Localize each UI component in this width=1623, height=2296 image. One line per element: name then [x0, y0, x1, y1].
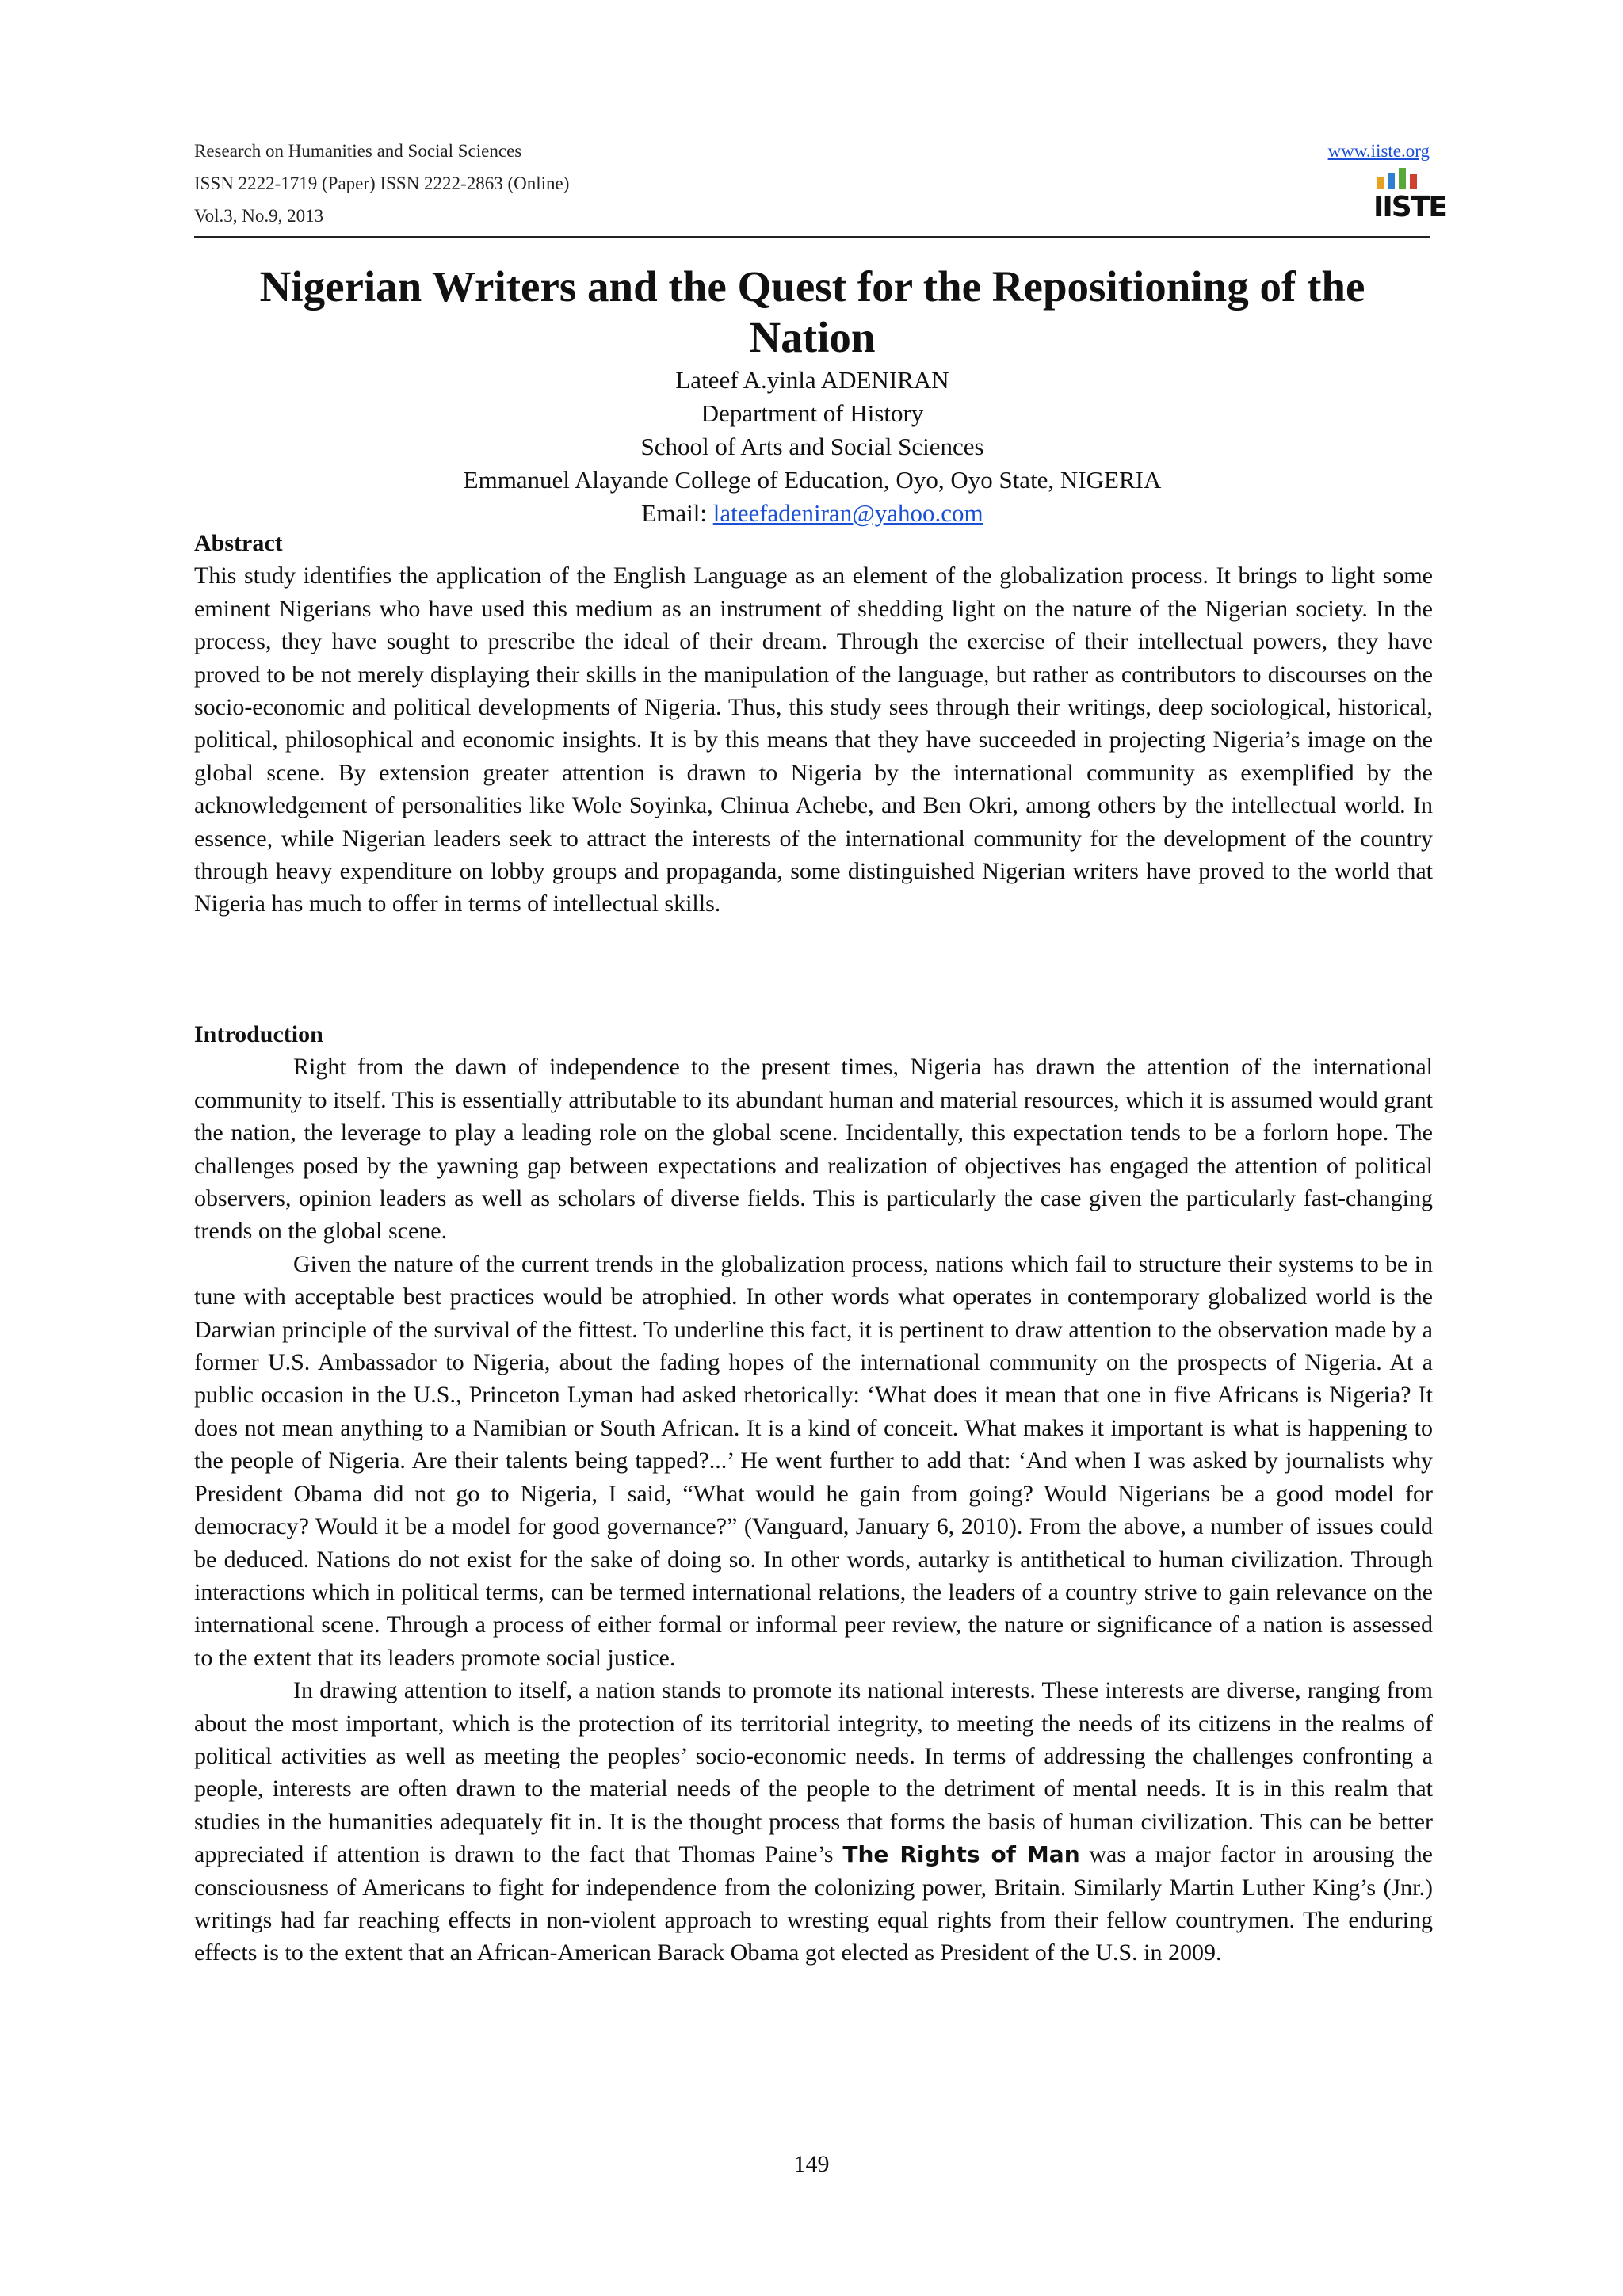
- author-institution: Emmanuel Alayande College of Education, Oyo, Oyo State, NIGERIA: [463, 466, 1162, 494]
- author-block: [194, 364, 1430, 530]
- logo-bar: [1377, 177, 1384, 189]
- abstract-heading: Abstract: [194, 530, 283, 556]
- paper-title: Nigerian Writers and the Quest for the Repositioning of the Nation: [259, 262, 1365, 361]
- introduction-heading: Introduction: [194, 1021, 323, 1047]
- logo-bars: [1377, 168, 1426, 189]
- intro-paragraph-3: [194, 1674, 1433, 1970]
- page-number: 149: [793, 2151, 830, 2177]
- author-school: School of Arts and Social Sciences: [640, 433, 984, 460]
- author-department: Department of History: [701, 399, 924, 427]
- journal-name: Research on Humanities and Social Sciences: [194, 141, 522, 161]
- intro-paragraph-1: Right from the dawn of independence to the present times, Nigeria has drawn the attention of the international community to itself. This is essentially attributable to its abundant human and material resources, which it is assumed would grant the nation, the leverage to play a leading role on the global scene. Incidentally, this expectation tends to be a forlorn hope. The challenges posed by the yawning gap between expectations and realization of objectives has engaged the attention of political observers, opinion leaders as well as scholars of diverse fields. This is particularly the case given the particularly fast-changing trends on the global scene.: [194, 1054, 1433, 1245]
- introduction-section: [194, 1018, 1433, 1970]
- header-divider: [194, 236, 1430, 238]
- logo-bar: [1410, 174, 1417, 189]
- email-link[interactable]: lateefadeniran@yahoo.com: [712, 499, 983, 527]
- logo-bar: [1399, 168, 1406, 189]
- author-name: Lateef A.yinla ADENIRAN: [675, 366, 949, 394]
- iiste-logo: [1373, 168, 1446, 225]
- abstract-section: [194, 527, 1433, 921]
- author-email-line: [194, 497, 1430, 530]
- journal-website-link[interactable]: www.iiste.org: [1327, 141, 1430, 161]
- abstract-text: This study identifies the application of the English Language as an element of the globalization process. It brings to light some eminent Nigerians who have used this medium as an instrument of shedding light on the nature of the Nigerian society. In the process, they have sought to prescribe the ideal of their dream. Through the exercise of their intellectual powers, they have proved to be not merely displaying their skills in the manipulation of the language, but rather as contributors to discourses on the socio-economic and political developments of Nigeria. Thus, this study sees through their writings, deep sociological, historical, political, philosophical and economic insights. It is by this means that they have succeeded in projecting Nigeria’s image on the global scene. By extension greater attention is drawn to Nigeria by the international community as exemplified by the acknowledgement of personalities like Wole Soyinka, Chinua Achebe, and Ben Okri, among others by the intellectual world. In essence, while Nigerian leaders seek to attract the interests of the international community for the development of the country through heavy expenditure on lobby groups and propaganda, some distinguished Nigerian writers have proved to the world that Nigeria has much to offer in terms of intellectual skills.: [194, 563, 1433, 917]
- email-label: Email:: [641, 499, 713, 527]
- intro-paragraph-3-start: In drawing attention to itself, a nation stands to promote its national interests. These interests are diverse, ranging from about the most important, which is the protection of its territorial integrity, to meeting the needs of its citizens in the realms of political activities as well as meeting the peoples’ socio-economic needs. In terms of addressing the challenges confronting a people, interests are often drawn to the material needs of the people to the detriment of mental needs. It is in this realm that studies in the humanities adequately fit in. It is the thought process that forms the basis of human civilization. This can be better appreciated if attention is drawn to the fact that Thomas Paine’s: [194, 1677, 1433, 1868]
- intro-paragraph-2: Given the nature of the current trends in the globalization process, nations which fail to structure their systems to be in tune with acceptable best practices would be atrophied. In other words what operates in contemporary globalized world is the Darwian principle of the survival of the fittest. To underline this fact, it is pertinent to draw attention to the observation made by a former U.S. Ambassador to Nigeria, about the fading hopes of the international community on the prospects of Nigeria. At a public occasion in the U.S., Princeton Lyman had asked rhetorically: ‘What does it mean that one in five Africans is Nigeria? It does not mean anything to a Namibian or South African. It is a kind of conceit. What makes it important is what is happening to the people of Nigeria. Are their talents being tapped?...’ He went further to add that: ‘And when I was asked by journalists why President Obama did not go to Nigeria, I said, “What would he gain from going? Would Nigerians be a good model for democracy? Would it be a model for good governance?” (Vanguard, January 6, 2010). From the above, a number of issues could be deduced. Nations do not exist for the sake of doing so. In other words, autarky is antithetical to human civilization. Through interactions which in political terms, can be termed international relations, the leaders of a country strive to gain relevance on the international scene. Through a process of either formal or informal peer review, the nature or significance of a nation is assessed to the extent that its leaders promote social justice.: [194, 1250, 1433, 1671]
- intro-paragraph-3-end: was a major factor in arousing the consciousness of Americans to fight for independence from the colonizing power, Britain. Similarly Martin Luther King’s (Jnr.) writings had far reaching effects in non-violent approach to wresting equal rights from their fellow countrymen. The enduring effects is to the extent that an African-American Barack Obama got elected as President of the U.S. in 2009.: [194, 1841, 1433, 1966]
- logo-wordmark: IISTE: [1373, 191, 1446, 223]
- logo-bar: [1388, 173, 1395, 189]
- volume-line: Vol.3, No.9, 2013: [194, 206, 324, 226]
- book-title-rights-of-man: The Rights of Man: [842, 1841, 1080, 1868]
- issn-line: ISSN 2222-1719 (Paper) ISSN 2222-2863 (Online): [194, 174, 570, 193]
